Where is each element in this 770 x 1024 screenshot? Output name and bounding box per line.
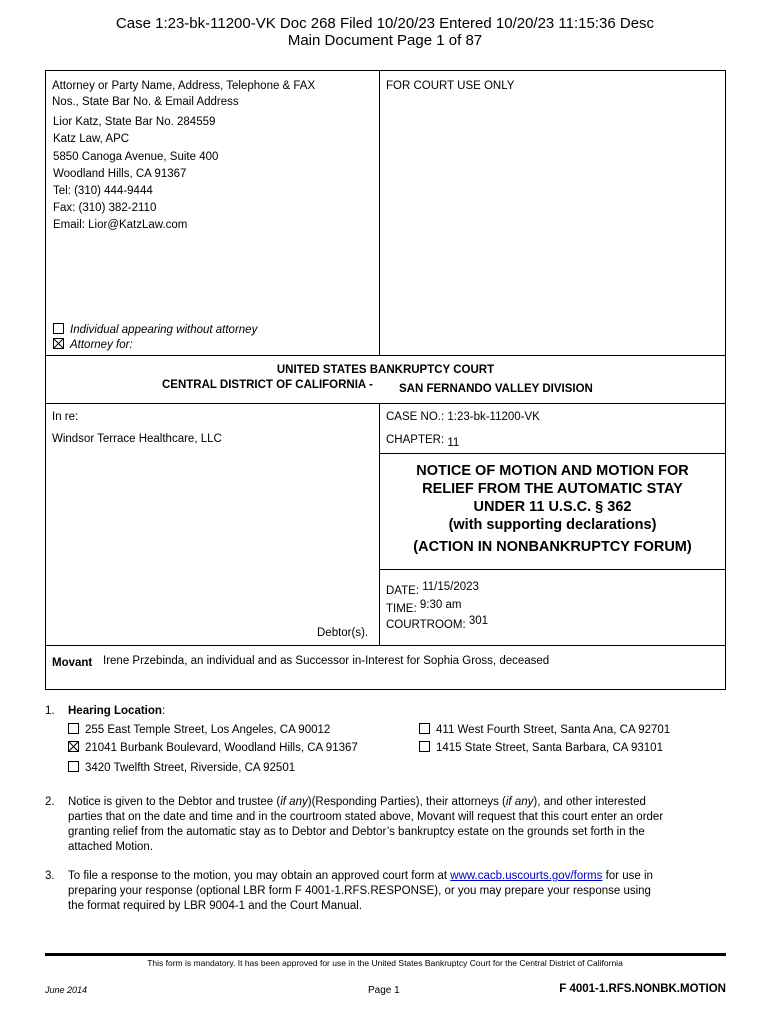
- court-forms-link[interactable]: www.cacb.uscourts.gov/forms: [450, 870, 603, 882]
- section2-line4: attached Motion.: [68, 841, 154, 853]
- section2-italic-a: if any: [280, 796, 308, 808]
- attorney-email: Email: Lior@KatzLaw.com: [53, 219, 188, 231]
- checkbox-attorney-for[interactable]: [53, 338, 64, 349]
- section3-number: 3.: [45, 870, 55, 882]
- section3-line2: preparing your response (optional LBR form F 4001-1.RFS.RESPONSE), or you may prepare your response using: [68, 885, 651, 897]
- section1-number: 1.: [45, 705, 55, 717]
- section3-text-a: To file a response to the motion, you may obtain an approved court form at: [68, 870, 451, 882]
- attorney-city: Woodland Hills, CA 91367: [53, 168, 187, 180]
- checkbox-woodland-hills[interactable]: [68, 741, 79, 752]
- option-self-label: Individual appearing without attorney: [70, 324, 258, 336]
- section2-number: 2.: [45, 796, 55, 808]
- section2-line2: parties that on the date and time and in the courtroom stated above, Movant will request that this court enter an order: [68, 811, 664, 823]
- motion-title-line2: RELIEF FROM THE AUTOMATIC STAY: [422, 481, 683, 497]
- courtroom-label: COURTROOM:: [386, 619, 466, 631]
- location-woodland-hills[interactable]: [68, 740, 358, 757]
- chapter-label: CHAPTER:: [386, 434, 445, 446]
- location-santa-ana-label: 411 West Fourth Street, Santa Ana, CA 92701: [436, 724, 671, 736]
- court-use-box: [379, 70, 726, 356]
- attorney-label-line1: Attorney or Party Name, Address, Telephone & FAX: [52, 80, 316, 92]
- case-no-label: CASE NO.:: [386, 411, 445, 423]
- attorney-box: [45, 70, 380, 356]
- case-no-value: 1:23-bk-11200-VK: [447, 411, 540, 423]
- location-riverside[interactable]: [68, 760, 295, 777]
- in-re-label: In re:: [52, 411, 79, 423]
- motion-title-line1: NOTICE OF MOTION AND MOTION FOR: [416, 463, 689, 479]
- checkbox-santa-ana[interactable]: [419, 723, 430, 734]
- location-riverside-label: 3420 Twelfth Street, Riverside, CA 92501: [85, 762, 296, 774]
- motion-title-line3: UNDER 11 U.S.C. § 362: [473, 499, 632, 515]
- court-district: CENTRAL DISTRICT OF CALIFORNIA -: [162, 379, 373, 391]
- attorney-tel: Tel: (310) 444-9444: [53, 185, 153, 197]
- section2-text-b: )(Responding Parties), their attorneys (: [307, 796, 506, 808]
- court-division: SAN FERNANDO VALLEY DIVISION: [399, 383, 593, 395]
- courtroom-value: 301: [468, 615, 489, 627]
- checkbox-los-angeles[interactable]: [68, 723, 79, 734]
- movant-value: Irene Przebinda, an individual and as Successor in-Interest for Sophia Gross, deceased: [103, 655, 550, 667]
- date-value: 11/15/2023: [422, 581, 479, 593]
- section2-text-c: ), and other interested: [533, 796, 646, 808]
- checkbox-riverside[interactable]: [68, 761, 79, 772]
- date-label: DATE:: [386, 585, 420, 597]
- option-attorney-for[interactable]: [53, 337, 133, 354]
- checkbox-self-represented[interactable]: [53, 323, 64, 334]
- footer-rule: [45, 953, 726, 956]
- location-los-angeles[interactable]: [68, 722, 330, 739]
- section1-colon: :: [161, 705, 166, 717]
- checkbox-santa-barbara[interactable]: [419, 741, 430, 752]
- chapter-value: 11: [447, 437, 460, 449]
- debtor-box: [45, 403, 380, 646]
- option-attorney-label: Attorney for:: [70, 339, 133, 351]
- location-los-angeles-label: 255 East Temple Street, Los Angeles, CA 90012: [85, 724, 331, 736]
- hearing-info-box: [379, 569, 726, 646]
- section2-text-a: Notice is given to the Debtor and trustee (: [68, 796, 281, 808]
- case-header-line2: Main Document Page 1 of 87: [287, 32, 483, 49]
- debtor-label: Debtor(s).: [317, 627, 369, 639]
- section2-line3: granting relief from the automatic stay as to Debtor and Debtor’s bankruptcy estate on the grounds set forth in the: [68, 826, 645, 838]
- footer-date: June 2014: [45, 985, 88, 995]
- case-header-line1: Case 1:23-bk-11200-VK Doc 268 Filed 10/20/23 Entered 10/20/23 11:15:36 Desc: [115, 15, 655, 32]
- movant-label: Movant: [52, 657, 93, 669]
- footer-form-id: F 4001-1.RFS.NONBK.MOTION: [559, 983, 726, 995]
- motion-title-line5: (ACTION IN NONBANKRUPTCY FORUM): [413, 539, 692, 555]
- section3-line1: [68, 869, 653, 884]
- section2-italic-b: if any: [505, 796, 534, 808]
- section1-title: Hearing Location: [68, 705, 162, 717]
- attorney-label-line2: Nos., State Bar No. & Email Address: [52, 96, 239, 108]
- location-santa-barbara-label: 1415 State Street, Santa Barbara, CA 93101: [436, 742, 663, 754]
- court-name-box: [45, 355, 726, 404]
- footer-mandatory: This form is mandatory. It has been approved for use in the United States Bankruptcy Court for the Central District of California: [147, 958, 623, 968]
- attorney-firm: Katz Law, APC: [53, 133, 130, 145]
- attorney-street: 5850 Canoga Avenue, Suite 400: [53, 151, 219, 163]
- court-name: UNITED STATES BANKRUPTCY COURT: [276, 364, 495, 376]
- case-number-box: [379, 403, 726, 454]
- time-label: TIME:: [386, 603, 417, 615]
- movant-box: [45, 645, 726, 690]
- section3-text-b: for use in: [602, 870, 653, 882]
- time-value: 9:30 am: [419, 599, 462, 611]
- motion-title-line4: (with supporting declarations): [448, 517, 657, 533]
- motion-title-box: [379, 453, 726, 570]
- location-woodland-hills-label: 21041 Burbank Boulevard, Woodland Hills, CA 91367: [85, 742, 358, 754]
- location-santa-ana[interactable]: [419, 722, 670, 739]
- court-use-label: FOR COURT USE ONLY: [386, 80, 515, 92]
- debtor-name: Windsor Terrace Healthcare, LLC: [52, 433, 222, 445]
- location-santa-barbara[interactable]: [419, 740, 663, 757]
- footer-page: Page 1: [368, 985, 400, 996]
- section3-line3: the format required by LBR 9004-1 and the Court Manual.: [68, 900, 363, 912]
- attorney-name: Lior Katz, State Bar No. 284559: [53, 116, 216, 128]
- attorney-fax: Fax: (310) 382-2110: [53, 202, 157, 214]
- section2-line1: [68, 795, 646, 810]
